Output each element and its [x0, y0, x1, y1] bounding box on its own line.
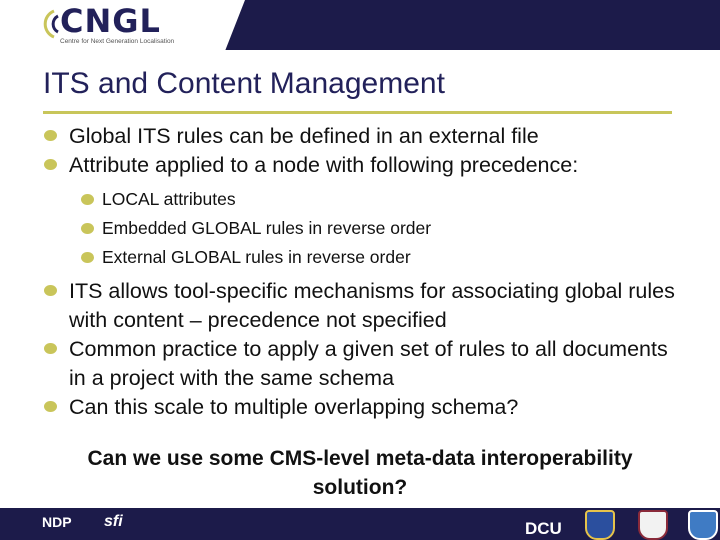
dcu-crest-icon — [688, 510, 718, 540]
bullet-item — [43, 393, 683, 422]
sub-bullet-item — [43, 243, 683, 272]
slide-title: ITS and Content Management — [43, 67, 445, 100]
bullet-text: ITS allows tool-specific mechanisms for associating global rules with content – precedence not specified — [69, 279, 675, 332]
bullet-icon — [44, 285, 57, 296]
title-divider — [43, 111, 672, 114]
ucd-crest-icon — [585, 510, 615, 540]
bullet-item — [43, 277, 683, 335]
signal-icon — [40, 7, 62, 41]
ndp-logo: NDP — [42, 514, 72, 530]
header-bar — [0, 0, 720, 50]
sub-bullet-text: LOCAL attributes — [102, 189, 236, 209]
bullet-list — [43, 122, 683, 422]
sub-bullet-text: Embedded GLOBAL rules in reverse order — [102, 218, 432, 238]
logo-wordmark: CNGL — [60, 2, 161, 40]
bullet-item — [43, 122, 683, 151]
bullet-icon — [81, 223, 94, 234]
dcu-logo: DCU — [525, 519, 562, 538]
sfi-logo: sfi — [104, 513, 123, 530]
sub-bullet-item — [43, 185, 683, 214]
logo-tagline: Centre for Next Generation Localisation — [60, 38, 175, 45]
bullet-text: Global ITS rules can be defined in an external file — [69, 124, 539, 148]
bullet-icon — [81, 252, 94, 263]
bullet-item — [43, 151, 683, 180]
bullet-text: Attribute applied to a node with following precedence: — [69, 153, 579, 177]
bullet-text: Common practice to apply a given set of rules to all documents in a project with the same schema — [69, 337, 668, 390]
bullet-icon — [81, 194, 94, 205]
bullet-icon — [44, 343, 57, 354]
tcd-crest-icon — [638, 510, 668, 540]
sub-bullet-text: External GLOBAL rules in reverse order — [102, 247, 411, 267]
cngl-logo — [40, 2, 240, 47]
bullet-icon — [44, 401, 57, 412]
bullet-item — [43, 335, 683, 393]
closing-question: Can we use some CMS-level meta-data interoperability solution? — [87, 447, 633, 499]
bullet-icon — [44, 159, 57, 170]
bullet-text: Can this scale to multiple overlapping schema? — [69, 395, 519, 419]
sub-bullet-item — [43, 214, 683, 243]
bullet-icon — [44, 130, 57, 141]
